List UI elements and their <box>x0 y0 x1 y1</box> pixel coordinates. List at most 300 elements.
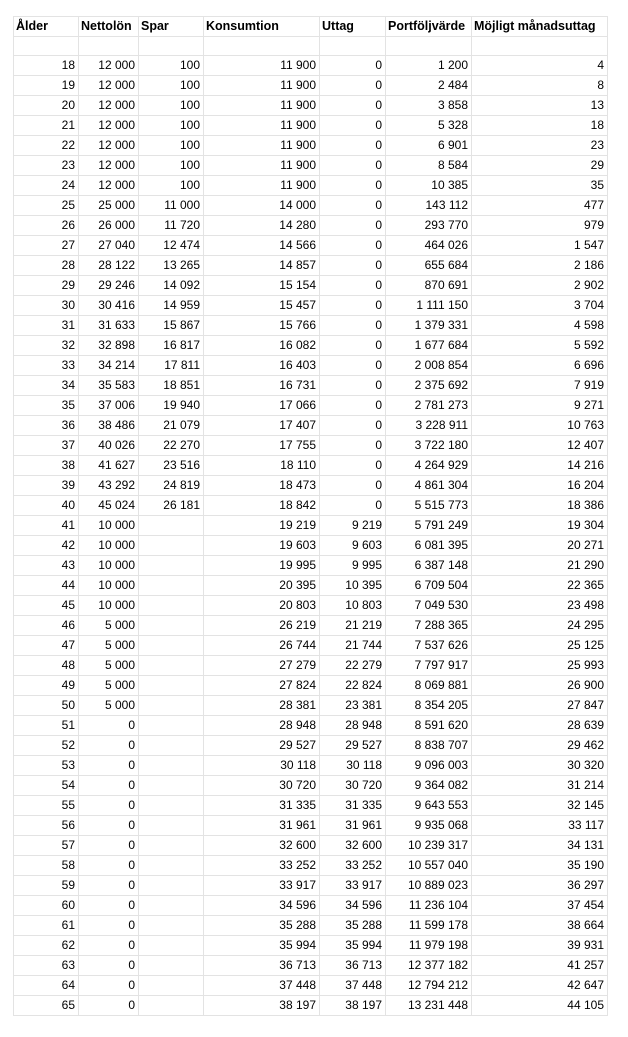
table-cell[interactable]: 100 <box>139 56 204 76</box>
table-cell[interactable]: 0 <box>320 276 386 296</box>
table-cell[interactable]: 17 755 <box>204 436 320 456</box>
table-cell[interactable]: 13 265 <box>139 256 204 276</box>
table-cell[interactable]: 29 527 <box>320 736 386 756</box>
table-cell[interactable]: 62 <box>14 936 79 956</box>
table-cell[interactable]: 31 214 <box>472 776 608 796</box>
table-cell[interactable] <box>472 37 608 56</box>
table-cell[interactable]: 33 <box>14 356 79 376</box>
table-cell[interactable]: 29 <box>472 156 608 176</box>
table-cell[interactable]: 14 857 <box>204 256 320 276</box>
table-cell[interactable]: 11 900 <box>204 176 320 196</box>
table-cell[interactable]: 53 <box>14 756 79 776</box>
table-cell[interactable]: 24 819 <box>139 476 204 496</box>
table-cell[interactable] <box>139 37 204 56</box>
table-cell[interactable]: 870 691 <box>386 276 472 296</box>
table-cell[interactable]: 30 118 <box>204 756 320 776</box>
table-cell[interactable]: 26 000 <box>79 216 139 236</box>
table-cell[interactable]: 35 288 <box>204 916 320 936</box>
table-cell[interactable]: 5 000 <box>79 676 139 696</box>
table-cell[interactable]: 61 <box>14 916 79 936</box>
table-cell[interactable]: 2 484 <box>386 76 472 96</box>
table-cell[interactable] <box>139 776 204 796</box>
table-cell[interactable]: 10 000 <box>79 596 139 616</box>
table-cell[interactable]: 21 <box>14 116 79 136</box>
table-cell[interactable]: 31 633 <box>79 316 139 336</box>
table-cell[interactable]: 10 239 317 <box>386 836 472 856</box>
table-cell[interactable]: 48 <box>14 656 79 676</box>
table-cell[interactable]: 8 069 881 <box>386 676 472 696</box>
table-cell[interactable]: 3 704 <box>472 296 608 316</box>
table-cell[interactable] <box>139 836 204 856</box>
table-cell[interactable]: 0 <box>79 976 139 996</box>
table-cell[interactable]: 655 684 <box>386 256 472 276</box>
table-cell[interactable]: 0 <box>320 216 386 236</box>
table-cell[interactable]: 1 200 <box>386 56 472 76</box>
table-cell[interactable]: 0 <box>320 436 386 456</box>
table-cell[interactable]: 0 <box>79 876 139 896</box>
table-cell[interactable]: 0 <box>320 336 386 356</box>
table-cell[interactable]: 1 111 150 <box>386 296 472 316</box>
table-cell[interactable]: 18 <box>14 56 79 76</box>
table-cell[interactable]: 0 <box>79 836 139 856</box>
table-cell[interactable]: 10 000 <box>79 556 139 576</box>
table-cell[interactable]: 31 961 <box>204 816 320 836</box>
table-cell[interactable]: 6 081 395 <box>386 536 472 556</box>
table-cell[interactable]: 9 643 553 <box>386 796 472 816</box>
table-cell[interactable]: 36 713 <box>320 956 386 976</box>
table-cell[interactable] <box>139 936 204 956</box>
table-cell[interactable]: 22 <box>14 136 79 156</box>
table-cell[interactable]: 26 744 <box>204 636 320 656</box>
table-cell[interactable]: 18 <box>472 116 608 136</box>
table-cell[interactable]: 28 381 <box>204 696 320 716</box>
table-cell[interactable]: 0 <box>320 76 386 96</box>
table-cell[interactable]: 14 280 <box>204 216 320 236</box>
table-cell[interactable]: 23 <box>14 156 79 176</box>
table-cell[interactable]: 37 006 <box>79 396 139 416</box>
table-cell[interactable]: 58 <box>14 856 79 876</box>
table-cell[interactable]: 42 <box>14 536 79 556</box>
table-cell[interactable]: 35 <box>472 176 608 196</box>
table-cell[interactable]: 3 858 <box>386 96 472 116</box>
table-cell[interactable]: 13 <box>472 96 608 116</box>
header-cell-alder[interactable]: Ålder <box>14 17 79 37</box>
table-cell[interactable]: 49 <box>14 676 79 696</box>
table-cell[interactable]: 100 <box>139 96 204 116</box>
table-cell[interactable]: 42 647 <box>472 976 608 996</box>
table-cell[interactable]: 35 190 <box>472 856 608 876</box>
table-cell[interactable]: 143 112 <box>386 196 472 216</box>
table-cell[interactable]: 5 791 249 <box>386 516 472 536</box>
table-cell[interactable]: 50 <box>14 696 79 716</box>
table-cell[interactable]: 30 118 <box>320 756 386 776</box>
table-cell[interactable]: 51 <box>14 716 79 736</box>
table-cell[interactable]: 19 995 <box>204 556 320 576</box>
table-cell[interactable]: 0 <box>79 716 139 736</box>
table-cell[interactable]: 3 722 180 <box>386 436 472 456</box>
table-cell[interactable]: 0 <box>320 476 386 496</box>
table-cell[interactable]: 11 000 <box>139 196 204 216</box>
table-cell[interactable]: 5 000 <box>79 656 139 676</box>
table-cell[interactable]: 14 000 <box>204 196 320 216</box>
table-cell[interactable]: 12 000 <box>79 76 139 96</box>
table-cell[interactable]: 38 664 <box>472 916 608 936</box>
table-cell[interactable]: 4 861 304 <box>386 476 472 496</box>
table-cell[interactable]: 20 395 <box>204 576 320 596</box>
table-cell[interactable]: 0 <box>79 996 139 1016</box>
table-cell[interactable]: 43 <box>14 556 79 576</box>
table-cell[interactable]: 5 592 <box>472 336 608 356</box>
table-cell[interactable]: 30 320 <box>472 756 608 776</box>
table-cell[interactable]: 9 995 <box>320 556 386 576</box>
table-cell[interactable]: 33 252 <box>204 856 320 876</box>
table-cell[interactable]: 100 <box>139 116 204 136</box>
table-cell[interactable]: 31 335 <box>204 796 320 816</box>
table-cell[interactable]: 0 <box>79 736 139 756</box>
table-cell[interactable]: 46 <box>14 616 79 636</box>
table-cell[interactable]: 18 386 <box>472 496 608 516</box>
table-cell[interactable]: 0 <box>320 396 386 416</box>
table-cell[interactable]: 1 547 <box>472 236 608 256</box>
table-cell[interactable]: 16 204 <box>472 476 608 496</box>
table-cell[interactable]: 27 824 <box>204 676 320 696</box>
table-cell[interactable]: 56 <box>14 816 79 836</box>
table-cell[interactable]: 100 <box>139 156 204 176</box>
table-cell[interactable]: 22 365 <box>472 576 608 596</box>
table-cell[interactable]: 44 105 <box>472 996 608 1016</box>
table-cell[interactable] <box>139 616 204 636</box>
table-cell[interactable]: 7 537 626 <box>386 636 472 656</box>
table-cell[interactable]: 0 <box>320 416 386 436</box>
table-cell[interactable]: 37 448 <box>204 976 320 996</box>
table-cell[interactable]: 17 066 <box>204 396 320 416</box>
table-cell[interactable]: 979 <box>472 216 608 236</box>
table-cell[interactable]: 11 900 <box>204 156 320 176</box>
table-cell[interactable]: 29 527 <box>204 736 320 756</box>
table-cell[interactable]: 44 <box>14 576 79 596</box>
table-cell[interactable]: 0 <box>320 116 386 136</box>
table-cell[interactable]: 40 026 <box>79 436 139 456</box>
table-cell[interactable]: 10 889 023 <box>386 876 472 896</box>
table-cell[interactable]: 45 024 <box>79 496 139 516</box>
table-cell[interactable] <box>139 516 204 536</box>
table-cell[interactable]: 26 219 <box>204 616 320 636</box>
table-cell[interactable]: 5 000 <box>79 636 139 656</box>
table-cell[interactable]: 30 416 <box>79 296 139 316</box>
table-cell[interactable]: 16 731 <box>204 376 320 396</box>
table-cell[interactable]: 28 <box>14 256 79 276</box>
table-cell[interactable]: 18 110 <box>204 456 320 476</box>
table-cell[interactable]: 0 <box>320 456 386 476</box>
table-cell[interactable]: 11 900 <box>204 96 320 116</box>
table-cell[interactable]: 14 959 <box>139 296 204 316</box>
table-cell[interactable]: 16 082 <box>204 336 320 356</box>
table-cell[interactable]: 12 377 182 <box>386 956 472 976</box>
table-cell[interactable]: 3 228 911 <box>386 416 472 436</box>
table-cell[interactable] <box>139 716 204 736</box>
table-cell[interactable] <box>139 916 204 936</box>
table-cell[interactable]: 28 948 <box>320 716 386 736</box>
table-cell[interactable]: 0 <box>320 496 386 516</box>
table-cell[interactable]: 12 000 <box>79 176 139 196</box>
table-cell[interactable]: 52 <box>14 736 79 756</box>
table-cell[interactable]: 6 901 <box>386 136 472 156</box>
table-cell[interactable]: 37 448 <box>320 976 386 996</box>
table-cell[interactable]: 14 566 <box>204 236 320 256</box>
header-cell-portfoljvarde[interactable]: Portföljvärde <box>386 17 472 37</box>
table-cell[interactable]: 11 900 <box>204 116 320 136</box>
table-cell[interactable]: 36 <box>14 416 79 436</box>
table-cell[interactable]: 12 474 <box>139 236 204 256</box>
table-cell[interactable]: 100 <box>139 176 204 196</box>
table-cell[interactable]: 10 803 <box>320 596 386 616</box>
table-cell[interactable]: 0 <box>79 956 139 976</box>
table-cell[interactable]: 12 000 <box>79 116 139 136</box>
table-cell[interactable]: 26 <box>14 216 79 236</box>
table-cell[interactable]: 14 092 <box>139 276 204 296</box>
table-cell[interactable]: 17 407 <box>204 416 320 436</box>
table-cell[interactable]: 0 <box>79 856 139 876</box>
table-cell[interactable] <box>139 756 204 776</box>
table-cell[interactable]: 0 <box>320 56 386 76</box>
table-cell[interactable]: 34 596 <box>320 896 386 916</box>
table-cell[interactable]: 5 000 <box>79 616 139 636</box>
table-cell[interactable] <box>139 876 204 896</box>
table-cell[interactable]: 59 <box>14 876 79 896</box>
table-cell[interactable]: 21 290 <box>472 556 608 576</box>
table-cell[interactable]: 39 931 <box>472 936 608 956</box>
table-cell[interactable]: 19 603 <box>204 536 320 556</box>
table-cell[interactable]: 10 557 040 <box>386 856 472 876</box>
table-cell[interactable]: 0 <box>320 376 386 396</box>
table-cell[interactable]: 10 395 <box>320 576 386 596</box>
table-cell[interactable]: 4 264 929 <box>386 456 472 476</box>
table-cell[interactable]: 8 838 707 <box>386 736 472 756</box>
table-cell[interactable] <box>139 796 204 816</box>
table-cell[interactable]: 0 <box>79 776 139 796</box>
table-cell[interactable]: 0 <box>79 816 139 836</box>
table-cell[interactable]: 37 <box>14 436 79 456</box>
table-cell[interactable] <box>139 636 204 656</box>
table-cell[interactable]: 9 935 068 <box>386 816 472 836</box>
table-cell[interactable]: 43 292 <box>79 476 139 496</box>
table-cell[interactable]: 12 000 <box>79 156 139 176</box>
table-cell[interactable]: 12 794 212 <box>386 976 472 996</box>
table-cell[interactable] <box>204 37 320 56</box>
table-cell[interactable]: 28 948 <box>204 716 320 736</box>
table-cell[interactable]: 0 <box>320 156 386 176</box>
table-cell[interactable]: 293 770 <box>386 216 472 236</box>
table-cell[interactable]: 9 096 003 <box>386 756 472 776</box>
table-cell[interactable]: 6 387 148 <box>386 556 472 576</box>
table-cell[interactable]: 34 214 <box>79 356 139 376</box>
table-cell[interactable]: 41 <box>14 516 79 536</box>
table-cell[interactable]: 23 516 <box>139 456 204 476</box>
table-cell[interactable]: 27 040 <box>79 236 139 256</box>
table-cell[interactable]: 19 219 <box>204 516 320 536</box>
table-cell[interactable]: 30 <box>14 296 79 316</box>
table-cell[interactable]: 11 599 178 <box>386 916 472 936</box>
table-cell[interactable] <box>139 676 204 696</box>
table-cell[interactable]: 0 <box>320 316 386 336</box>
table-cell[interactable]: 20 271 <box>472 536 608 556</box>
table-cell[interactable]: 0 <box>79 936 139 956</box>
table-cell[interactable]: 35 994 <box>320 936 386 956</box>
table-cell[interactable]: 35 <box>14 396 79 416</box>
table-cell[interactable]: 2 781 273 <box>386 396 472 416</box>
table-cell[interactable]: 25 <box>14 196 79 216</box>
table-cell[interactable]: 28 122 <box>79 256 139 276</box>
table-cell[interactable]: 24 <box>14 176 79 196</box>
table-cell[interactable]: 27 847 <box>472 696 608 716</box>
table-cell[interactable]: 19 304 <box>472 516 608 536</box>
table-cell[interactable]: 29 462 <box>472 736 608 756</box>
table-cell[interactable]: 40 <box>14 496 79 516</box>
table-cell[interactable]: 477 <box>472 196 608 216</box>
table-cell[interactable]: 33 252 <box>320 856 386 876</box>
table-cell[interactable]: 0 <box>320 236 386 256</box>
table-cell[interactable]: 19 <box>14 76 79 96</box>
table-cell[interactable]: 18 851 <box>139 376 204 396</box>
table-cell[interactable]: 33 117 <box>472 816 608 836</box>
table-cell[interactable]: 23 <box>472 136 608 156</box>
table-cell[interactable]: 64 <box>14 976 79 996</box>
table-cell[interactable]: 38 197 <box>320 996 386 1016</box>
table-cell[interactable]: 35 288 <box>320 916 386 936</box>
header-cell-nettolon[interactable]: Nettolön <box>79 17 139 37</box>
table-cell[interactable]: 0 <box>320 96 386 116</box>
table-cell[interactable]: 15 154 <box>204 276 320 296</box>
table-cell[interactable]: 30 720 <box>320 776 386 796</box>
table-cell[interactable]: 464 026 <box>386 236 472 256</box>
table-cell[interactable]: 16 817 <box>139 336 204 356</box>
table-cell[interactable]: 11 900 <box>204 76 320 96</box>
table-cell[interactable]: 19 940 <box>139 396 204 416</box>
table-cell[interactable]: 41 257 <box>472 956 608 976</box>
table-cell[interactable] <box>139 816 204 836</box>
table-cell[interactable] <box>139 556 204 576</box>
table-cell[interactable]: 21 744 <box>320 636 386 656</box>
table-cell[interactable]: 38 197 <box>204 996 320 1016</box>
table-cell[interactable]: 63 <box>14 956 79 976</box>
table-cell[interactable]: 10 763 <box>472 416 608 436</box>
table-cell[interactable]: 0 <box>79 756 139 776</box>
table-cell[interactable]: 1 677 684 <box>386 336 472 356</box>
table-cell[interactable]: 33 917 <box>204 876 320 896</box>
table-cell[interactable]: 8 584 <box>386 156 472 176</box>
table-cell[interactable]: 9 271 <box>472 396 608 416</box>
table-cell[interactable]: 0 <box>320 256 386 276</box>
table-cell[interactable]: 14 216 <box>472 456 608 476</box>
table-cell[interactable]: 26 900 <box>472 676 608 696</box>
table-cell[interactable]: 18 473 <box>204 476 320 496</box>
table-cell[interactable]: 65 <box>14 996 79 1016</box>
table-cell[interactable]: 31 961 <box>320 816 386 836</box>
table-cell[interactable] <box>139 696 204 716</box>
table-cell[interactable] <box>139 956 204 976</box>
table-cell[interactable]: 7 049 530 <box>386 596 472 616</box>
table-cell[interactable]: 2 008 854 <box>386 356 472 376</box>
table-cell[interactable]: 11 900 <box>204 136 320 156</box>
table-cell[interactable]: 22 270 <box>139 436 204 456</box>
table-cell[interactable]: 12 000 <box>79 96 139 116</box>
table-cell[interactable]: 9 364 082 <box>386 776 472 796</box>
header-cell-mojligt-manadsuttag[interactable]: Möjligt månadsuttag <box>472 17 608 37</box>
table-cell[interactable]: 20 <box>14 96 79 116</box>
table-cell[interactable]: 28 639 <box>472 716 608 736</box>
table-cell[interactable]: 47 <box>14 636 79 656</box>
table-cell[interactable]: 45 <box>14 596 79 616</box>
table-cell[interactable]: 16 403 <box>204 356 320 376</box>
table-cell[interactable]: 23 381 <box>320 696 386 716</box>
table-cell[interactable]: 10 000 <box>79 536 139 556</box>
table-cell[interactable]: 9 219 <box>320 516 386 536</box>
header-cell-spar[interactable]: Spar <box>139 17 204 37</box>
table-cell[interactable]: 36 297 <box>472 876 608 896</box>
table-cell[interactable]: 0 <box>320 356 386 376</box>
table-cell[interactable]: 36 713 <box>204 956 320 976</box>
table-cell[interactable]: 22 279 <box>320 656 386 676</box>
table-cell[interactable]: 10 385 <box>386 176 472 196</box>
table-cell[interactable]: 41 627 <box>79 456 139 476</box>
table-cell[interactable]: 30 720 <box>204 776 320 796</box>
table-cell[interactable]: 37 454 <box>472 896 608 916</box>
table-cell[interactable] <box>139 856 204 876</box>
table-cell[interactable]: 4 <box>472 56 608 76</box>
table-cell[interactable]: 7 288 365 <box>386 616 472 636</box>
table-cell[interactable]: 38 <box>14 456 79 476</box>
table-cell[interactable]: 0 <box>79 916 139 936</box>
table-cell[interactable]: 2 186 <box>472 256 608 276</box>
table-cell[interactable]: 0 <box>320 176 386 196</box>
table-cell[interactable]: 32 600 <box>320 836 386 856</box>
table-cell[interactable] <box>386 37 472 56</box>
table-cell[interactable]: 24 295 <box>472 616 608 636</box>
table-cell[interactable]: 60 <box>14 896 79 916</box>
table-cell[interactable]: 11 236 104 <box>386 896 472 916</box>
table-cell[interactable]: 34 <box>14 376 79 396</box>
table-cell[interactable]: 12 000 <box>79 136 139 156</box>
table-cell[interactable]: 54 <box>14 776 79 796</box>
table-cell[interactable]: 57 <box>14 836 79 856</box>
table-cell[interactable]: 10 000 <box>79 576 139 596</box>
table-cell[interactable]: 11 720 <box>139 216 204 236</box>
table-cell[interactable]: 8 354 205 <box>386 696 472 716</box>
table-cell[interactable] <box>139 536 204 556</box>
table-cell[interactable]: 25 000 <box>79 196 139 216</box>
table-cell[interactable]: 8 <box>472 76 608 96</box>
table-cell[interactable]: 21 079 <box>139 416 204 436</box>
table-cell[interactable]: 23 498 <box>472 596 608 616</box>
table-cell[interactable]: 15 766 <box>204 316 320 336</box>
table-cell[interactable]: 100 <box>139 136 204 156</box>
table-cell[interactable]: 7 797 917 <box>386 656 472 676</box>
table-cell[interactable] <box>14 37 79 56</box>
table-cell[interactable]: 1 379 331 <box>386 316 472 336</box>
table-cell[interactable]: 32 145 <box>472 796 608 816</box>
table-cell[interactable] <box>139 656 204 676</box>
table-cell[interactable]: 29 <box>14 276 79 296</box>
table-cell[interactable]: 35 994 <box>204 936 320 956</box>
table-cell[interactable] <box>139 976 204 996</box>
table-cell[interactable]: 13 231 448 <box>386 996 472 1016</box>
table-cell[interactable]: 25 993 <box>472 656 608 676</box>
table-cell[interactable]: 9 603 <box>320 536 386 556</box>
table-cell[interactable]: 8 591 620 <box>386 716 472 736</box>
table-cell[interactable] <box>139 576 204 596</box>
table-cell[interactable]: 32 600 <box>204 836 320 856</box>
table-cell[interactable] <box>320 37 386 56</box>
